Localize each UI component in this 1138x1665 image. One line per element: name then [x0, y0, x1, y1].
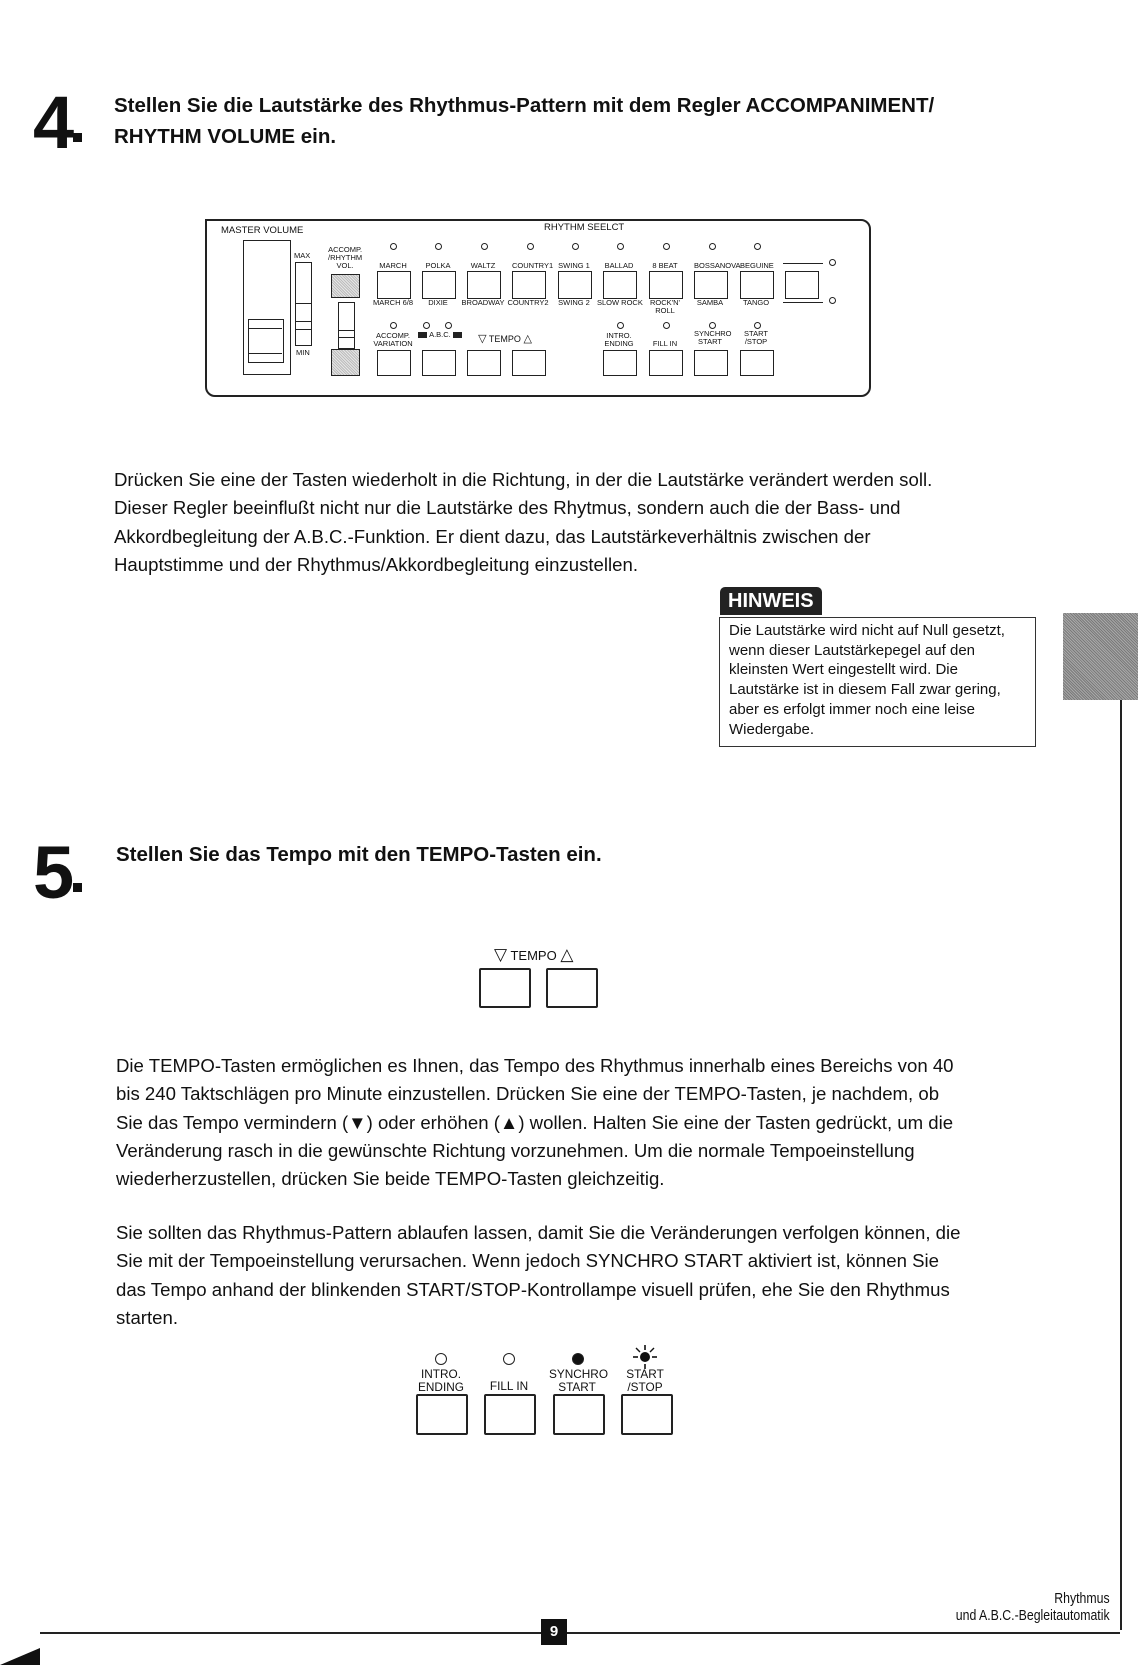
- rhythm-label-ballad: BALLAD: [604, 261, 634, 270]
- rhythm-led: [390, 243, 397, 250]
- tempo-up-button[interactable]: [546, 968, 598, 1008]
- abc-led: [445, 322, 452, 329]
- rhythm-label-bossanova: BOSSANOVA: [694, 261, 741, 270]
- synchro-start-button[interactable]: [694, 350, 728, 376]
- fill-in-button[interactable]: [649, 350, 683, 376]
- rhythm-button[interactable]: [467, 271, 501, 299]
- intro-ending-led: [617, 322, 624, 329]
- abc-label: A.B.C.: [418, 331, 458, 339]
- rhythm-label-tango: TANGO: [742, 298, 770, 307]
- accomp-variation-led: [390, 322, 397, 329]
- fill-in-big-button[interactable]: [484, 1394, 536, 1435]
- fill-in-light: [503, 1353, 515, 1365]
- rhythm-led: [709, 243, 716, 250]
- step-4-heading-line1: Stellen Sie die Lautstärke des Rhythmus-Pattern mit dem Regler ACCOMPANIMENT/: [114, 94, 935, 117]
- rhythm-button[interactable]: [649, 271, 683, 299]
- rhythm-label-march68: MARCH 6/8: [372, 298, 413, 307]
- rhythm-button[interactable]: [558, 271, 592, 299]
- rhythm-button[interactable]: [603, 271, 637, 299]
- rhythm-led: [435, 243, 442, 250]
- panel-tempo-up-button[interactable]: [512, 350, 546, 376]
- step-5-paragraph-2: Sie sollten das Rhythmus-Pattern ablaufen lassen, damit Sie die Veränderungen verfolgen können, die Sie mit der Tempoeinstellung verursachen. Wenn jedoch SYNCHRO START aktiviert ist, können Sie das Tempo anhand der blinkenden START/STOP-Kontrollampe visuell prüfen, ehe Sie den Rhythmus starten.: [116, 1222, 961, 1328]
- synchro-start-label: SYNCHRO START: [694, 329, 732, 346]
- panel-tempo-down-button[interactable]: [467, 350, 501, 376]
- rhythm-led: [481, 243, 488, 250]
- rhythm-button[interactable]: [377, 271, 411, 299]
- accomp-variation-label: ACCOMP. VARIATION: [373, 331, 413, 348]
- rhythm-label-dixie: DIXIE: [428, 298, 448, 307]
- abc-led: [423, 322, 430, 329]
- step-5-number: 5: [33, 831, 73, 914]
- rhythm-button[interactable]: [512, 271, 546, 299]
- step-5-heading: Stellen Sie das Tempo mit den TEMPO-Tasten ein.: [116, 843, 602, 866]
- step-5-paragraph-1: Die TEMPO-Tasten ermöglichen es Ihnen, das Tempo des Rhythmus innerhalb eines Bereichs von 40 bis 240 Taktschlägen pro Minute einzustellen. Drücken Sie eine der TEMPO-Tasten, je nachdem, ob Sie das Tempo vermindern (▼) oder erhöhen (▲) wollen. Halten Sie eine der Tasten gedrückt, um die Veränderung rasch in die gewünschte Richtung vorzunehmen. Um die normale Tempoeinstellung wiederherzustellen, drücken Sie beide TEMPO-Tasten gleichzeitig.: [116, 1055, 954, 1190]
- rhythm-label-samba: SAMBA: [696, 298, 724, 307]
- rhythm-led: [527, 243, 534, 250]
- variation-led-top: [829, 259, 836, 266]
- rhythm-button[interactable]: [422, 271, 456, 299]
- volume-scale-bar: [295, 262, 312, 346]
- footer-rule: [40, 1632, 1120, 1634]
- corner-mark: [0, 1648, 40, 1665]
- rhythm-label-swing2: SWING 2: [558, 298, 590, 307]
- start-stop-label: START /STOP: [744, 329, 768, 346]
- rhythm-label-polka: POLKA: [425, 261, 451, 270]
- tempo-down-button[interactable]: [479, 968, 531, 1008]
- accomp-rhythm-vol-label: ACCOMP. /RHYTHM VOL.: [328, 245, 363, 270]
- start-stop-text: START /STOP: [626, 1367, 664, 1394]
- variation-led-bottom: [829, 297, 836, 304]
- step-4-heading-line2: RHYTHM VOLUME ein.: [114, 125, 337, 148]
- step-4-dot: [73, 133, 82, 142]
- master-volume-slider[interactable]: [243, 240, 291, 375]
- rhythm-label-broadway: BROADWAY: [461, 298, 505, 307]
- panel-tempo-label: ▽ TEMPO △: [478, 333, 532, 345]
- tempo-label: ▽ TEMPO △: [494, 945, 574, 964]
- rhythm-label-country2: COUNTRY2: [507, 298, 549, 307]
- fill-in-text: FILL IN: [489, 1379, 529, 1393]
- rhythm-button[interactable]: [740, 271, 774, 299]
- min-label: MIN: [296, 348, 310, 357]
- variation-line-top: [783, 263, 823, 264]
- fill-in-led: [663, 322, 670, 329]
- start-stop-button[interactable]: [740, 350, 774, 376]
- hinweis-tab: HINWEIS: [720, 587, 822, 615]
- rhythm-led: [663, 243, 670, 250]
- intro-ending-label: INTRO. ENDING: [604, 331, 634, 348]
- synchro-start-text: SYNCHRO START: [549, 1367, 608, 1394]
- variation-line-bottom: [783, 302, 823, 303]
- page-number: 9: [541, 1619, 567, 1645]
- start-stop-big-button[interactable]: [621, 1394, 673, 1435]
- synchro-start-big-button[interactable]: [553, 1394, 605, 1435]
- step-4-number: 4: [33, 81, 73, 164]
- master-volume-label: MASTER VOLUME: [221, 225, 304, 236]
- accomp-variation-button[interactable]: [377, 350, 411, 376]
- slider-knob[interactable]: [248, 319, 284, 363]
- rhythm-label-8beat: 8 BEAT: [652, 261, 678, 270]
- margin-rule: [1120, 700, 1122, 1630]
- accomp-vol-indicator: [338, 302, 355, 349]
- accomp-vol-down-button[interactable]: [331, 349, 360, 376]
- synchro-start-led: [709, 322, 716, 329]
- step-5-dot: [73, 883, 82, 892]
- rhythm-label-beguine: BEGUINE: [740, 261, 774, 270]
- step-4-paragraph: Drücken Sie eine der Tasten wiederholt in die Richtung, in der die Lautstärke verändert werden soll. Dieser Regler beeinflußt nicht nur die Lautstärke des Rhytmus, sondern auch die der Bass- und Akkordbegleitung der A.B.C.-Funktion. Er dient dazu, das Lautstärkeverhältnis zwischen der Hauptstimme und der Rhythmus/Akkordbegleitung einzustellen.: [114, 469, 933, 575]
- section-side-tab: [1063, 613, 1138, 700]
- rhythm-led: [754, 243, 761, 250]
- rhythm-label-slowrock: SLOW ROCK: [597, 298, 643, 307]
- rhythm-button[interactable]: [694, 271, 728, 299]
- rhythm-label-swing1: SWING 1: [558, 261, 590, 270]
- rhythm-label-march: MARCH: [379, 261, 407, 270]
- start-stop-led: [754, 322, 761, 329]
- max-label: MAX: [294, 251, 311, 260]
- rhythm-select-label: RHYTHM SEELCT: [544, 222, 625, 233]
- hinweis-text: Die Lautstärke wird nicht auf Null gesetzt, wenn dieser Lautstärkepegel auf den kleinsten Wert eingestellt wird. Die Lautstärke ist in diesem Fall zwar gering, aber es erfolgt immer noch eine leise Wiedergabe.: [729, 622, 1005, 738]
- intro-ending-light: [435, 1353, 447, 1365]
- fill-in-label: FILL IN: [652, 339, 678, 348]
- abc-button[interactable]: [422, 350, 456, 376]
- rhythm-variation-button[interactable]: [785, 271, 819, 299]
- rhythm-led: [572, 243, 579, 250]
- rhythm-label-country1: COUNTRY1: [512, 261, 554, 270]
- footer-section-title: Rhythmus und A.B.C.-Begleitautomatik: [956, 1590, 1110, 1624]
- rhythm-led: [617, 243, 624, 250]
- rhythm-label-rocknroll: ROCK'N' ROLL: [650, 298, 680, 315]
- intro-ending-big-button[interactable]: [416, 1394, 468, 1435]
- rhythm-label-waltz: WALTZ: [470, 261, 496, 270]
- synchro-start-light-on: [572, 1353, 584, 1365]
- intro-ending-button[interactable]: [603, 350, 637, 376]
- accomp-vol-up-button[interactable]: [331, 274, 360, 298]
- step-4-heading: [114, 90, 1054, 152]
- intro-ending-text: INTRO. ENDING: [418, 1367, 464, 1394]
